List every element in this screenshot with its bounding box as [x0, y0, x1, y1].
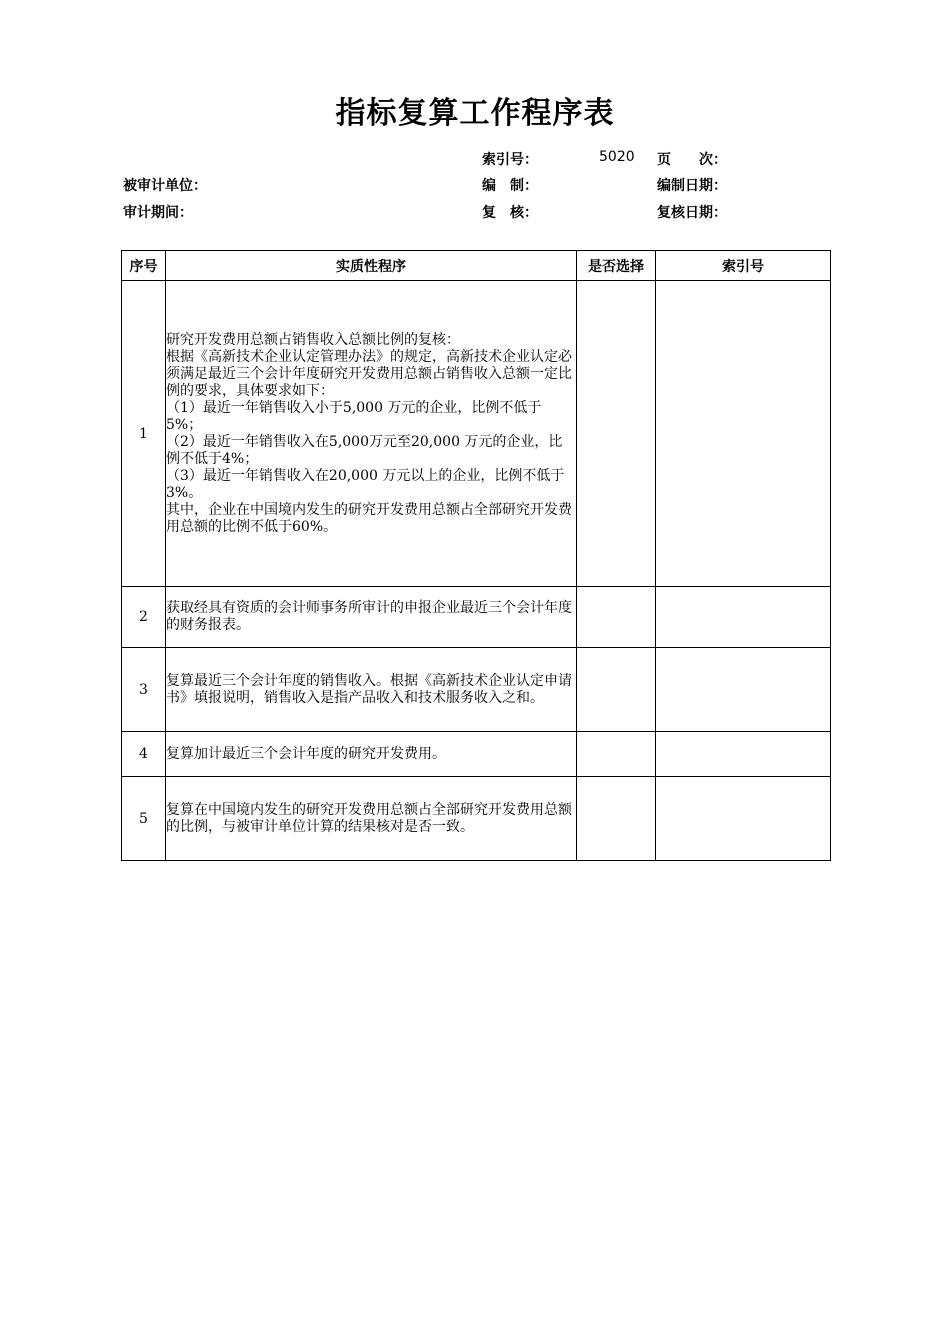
page-title: 指标复算工作程序表	[335, 96, 615, 131]
index-cell[interactable]	[656, 648, 831, 732]
procedure-text: 获取经具有资质的会计师事务所审计的申报企业最近三个会计年度的财务报表。	[166, 587, 577, 648]
page-label: 页 次：	[657, 152, 727, 168]
column-header-index: 索引号	[656, 251, 831, 281]
selected-cell[interactable]	[577, 777, 656, 861]
table-row	[122, 732, 831, 777]
row-number: 2	[122, 587, 166, 648]
table-row	[122, 648, 831, 732]
procedure-table	[121, 250, 831, 861]
table-row	[122, 777, 831, 861]
index-cell[interactable]	[656, 587, 831, 648]
index-cell[interactable]	[656, 777, 831, 861]
row-number: 3	[122, 648, 166, 732]
procedure-text: 研究开发费用总额占销售收入总额比例的复核： 根据《高新技术企业认定管理办法》的规定，高新技术企业认定必须满足最近三个会计年度研究开发费用总额占销售收入总额一定比例的要求，具体要求如下： （1）最近一年销售收入小于5,000 万元的企业，比例不低于5%； （2）最近一年销售收入在5,000万元至20,000 万元的企业，比例不低于4%； （3）最近一年销售收入在20,000 万元以上的企业，比例不低于3%。 其中，企业在中国境内发生的研究开发费用总额占全部研究开发费用总额的比例不低于60%。	[166, 281, 577, 587]
index-value: 5020	[599, 149, 635, 165]
row-number: 1	[122, 281, 166, 587]
procedure-text: 复算在中国境内发生的研究开发费用总额占全部研究开发费用总额的比例，与被审计单位计算的结果核对是否一致。	[166, 777, 577, 861]
reviewed-by-label: 复 核：	[482, 205, 538, 221]
table-row	[122, 587, 831, 648]
prepared-by-label: 编 制：	[482, 178, 538, 194]
selected-cell[interactable]	[577, 587, 656, 648]
review-date-label: 复核日期：	[657, 205, 727, 221]
column-header-procedure: 实质性程序	[166, 251, 577, 281]
index-cell[interactable]	[656, 281, 831, 587]
table-row	[122, 281, 831, 587]
selected-cell[interactable]	[577, 648, 656, 732]
audited-entity-label: 被审计单位：	[123, 178, 207, 194]
column-header-selected: 是否选择	[577, 251, 656, 281]
audit-period-label: 审计期间：	[123, 205, 193, 221]
row-number: 5	[122, 777, 166, 861]
selected-cell[interactable]	[577, 281, 656, 587]
procedure-text: 复算最近三个会计年度的销售收入。根据《高新技术企业认定申请书》填报说明，销售收入是指产品收入和技术服务收入之和。	[166, 648, 577, 732]
selected-cell[interactable]	[577, 732, 656, 777]
index-label: 索引号：	[482, 152, 538, 168]
row-number: 4	[122, 732, 166, 777]
table-header-row	[122, 251, 831, 281]
prepared-date-label: 编制日期：	[657, 178, 727, 194]
procedure-text: 复算加计最近三个会计年度的研究开发费用。	[166, 732, 577, 777]
index-cell[interactable]	[656, 732, 831, 777]
column-header-no: 序号	[122, 251, 166, 281]
